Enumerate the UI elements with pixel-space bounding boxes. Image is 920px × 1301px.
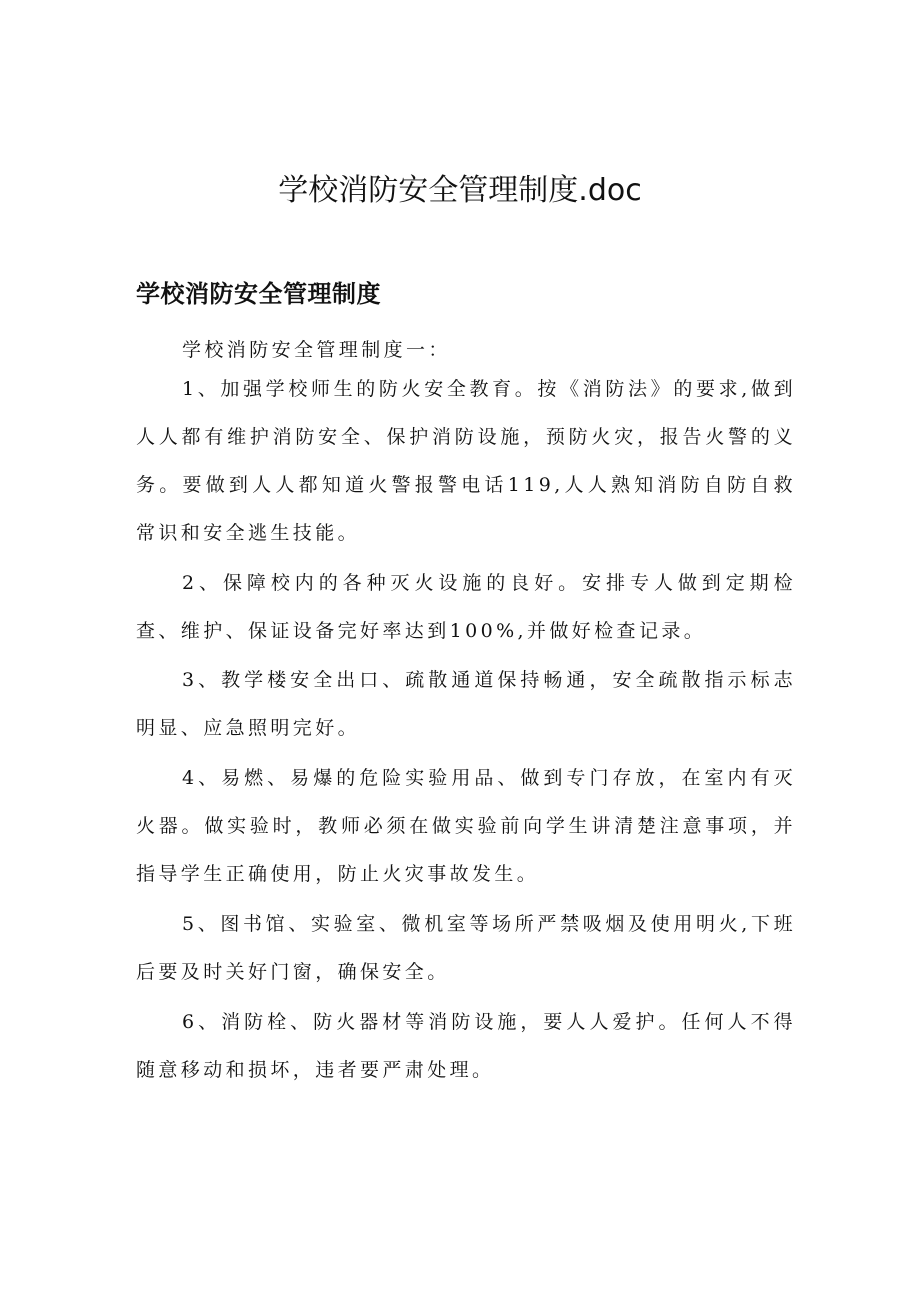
paragraph-5: 5、图书馆、实验室、微机室等场所严禁吸烟及使用明火,下班后要及时关好门窗，确保安全。	[136, 913, 796, 983]
paragraph-6: 6、消防栓、防火器材等消防设施，要人人爱护。任何人不得随意移动和损坏，违者要严肃处理。	[136, 1011, 796, 1081]
paragraph-2: 2、保障校内的各种灭火设施的良好。安排专人做到定期检查、维护、保证设备完好率达到100%,并做好检查记录。	[136, 572, 796, 642]
section-heading: 学校消防安全管理制度	[136, 280, 381, 308]
paragraph-4: 4、易燃、易爆的危险实验用品、做到专门存放，在室内有灭火器。做实验时，教师必须在做实验前向学生讲清楚注意事项，并指导学生正确使用，防止火灾事故发生。	[136, 767, 796, 885]
paragraph-1: 1、加强学校师生的防火安全教育。按《消防法》的要求,做到人人都有维护消防安全、保护消防设施，预防火灾，报告火警的义务。要做到人人都知道火警报警电话119,人人熟知消防自防自救常识和安全逃生技能。	[136, 378, 796, 544]
intro-paragraph: 学校消防安全管理制度一：	[182, 339, 451, 361]
document-title: 学校消防安全管理制度.doc	[278, 173, 642, 208]
paragraph-3: 3、教学楼安全出口、疏散通道保持畅通，安全疏散指示标志明显、应急照明完好。	[136, 669, 796, 739]
